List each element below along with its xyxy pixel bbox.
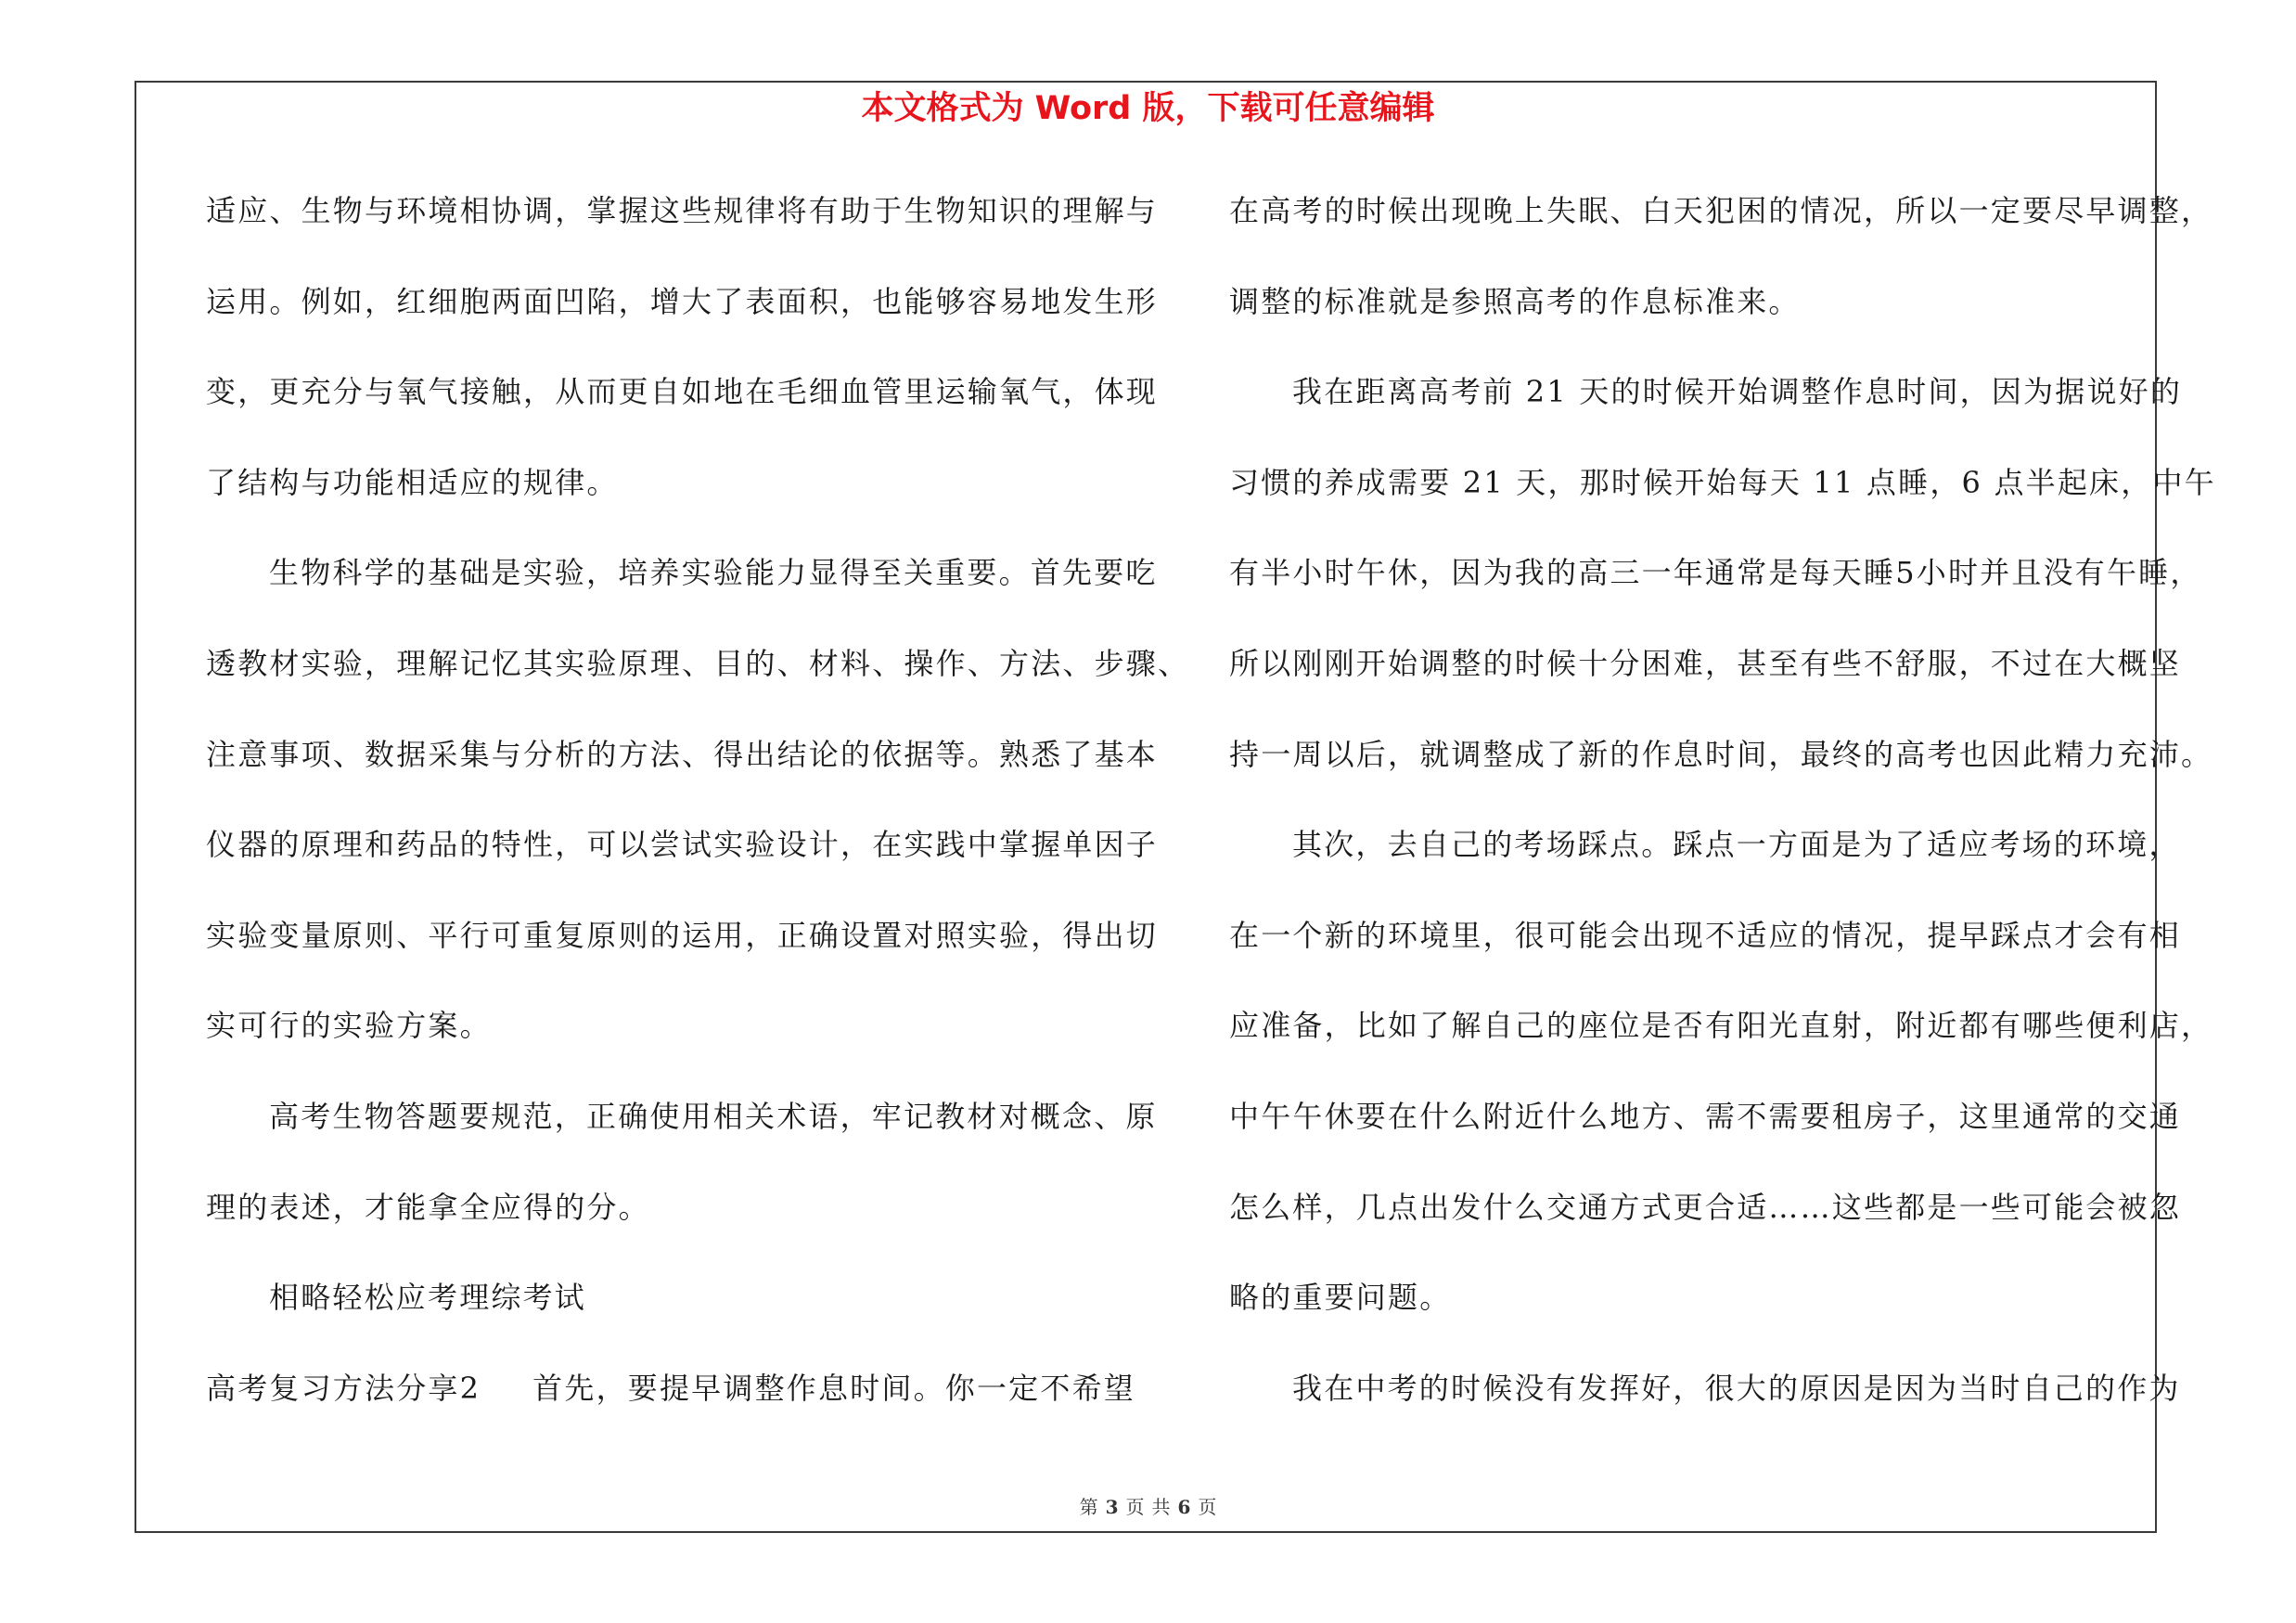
text-line: 运用。例如，红细胞两面凹陷，增大了表面积，也能够容易地发生形 xyxy=(206,283,1159,319)
text-line: 了结构与功能相适应的规律。 xyxy=(206,464,619,500)
text-line: 实可行的实验方案。 xyxy=(206,1008,492,1044)
text-line: 中午午休要在什么附近什么地方、需不需要租房子，这里通常的交通 xyxy=(1229,1098,2182,1134)
text-line: 调整的标准就是参照高考的作息标准来。 xyxy=(1229,283,1801,319)
section-subheading: 相略轻松应考理综考试 xyxy=(269,1280,587,1316)
text-fragment: 首先，要提早调整作息时间。你一定不希望 xyxy=(532,1370,1135,1406)
left-column xyxy=(206,178,1190,1446)
text-line: 透教材实验，理解记忆其实验原理、目的、材料、操作、方法、步骤、 xyxy=(206,645,1190,681)
text-line: 所以刚刚开始调整的时候十分困难，甚至有些不舒服，不过在大概坚 xyxy=(1229,645,2182,681)
text-line: 在高考的时候出现晚上失眠、白天犯困的情况，所以一定要尽早调整， xyxy=(1229,193,2213,228)
right-column xyxy=(1229,178,2216,1446)
page-footer xyxy=(0,1492,2296,1519)
text-line: 我在中考的时候没有发挥好，很大的原因是因为当时自己的作为 xyxy=(1292,1370,2181,1406)
text-line: 应准备，比如了解自己的座位是否有阳光直射，附近都有哪些便利店， xyxy=(1229,1008,2213,1044)
footer-page-unit: 页 xyxy=(1125,1496,1145,1518)
text-line: 实验变量原则、平行可重复原则的运用，正确设置对照实验，得出切 xyxy=(206,917,1159,953)
footer-page-number: 3 xyxy=(1105,1496,1119,1518)
footer-total-number: 6 xyxy=(1177,1496,1191,1518)
text-line: 略的重要问题。 xyxy=(1229,1280,1452,1316)
text-line: 习惯的养成需要 21 天，那时候开始每天 11 点睡，6 点半起床，中午 xyxy=(1229,464,2216,500)
footer-total-label: 共 xyxy=(1151,1496,1171,1518)
text-line: 我在距离高考前 21 天的时候开始调整作息时间，因为据说好的 xyxy=(1292,374,2183,410)
text-line: 注意事项、数据采集与分析的方法、得出结论的依据等。熟悉了基本 xyxy=(206,736,1159,772)
text-line: 生物科学的基础是实验，培养实验能力显得至关重要。首先要吃 xyxy=(269,555,1158,591)
page-banner: 本文格式为 Word 版，下载可任意编辑 xyxy=(861,90,1435,127)
text-line: 其次，去自己的考场踩点。踩点一方面是为了适应考场的环境， xyxy=(1292,827,2181,863)
text-line xyxy=(206,1356,1135,1447)
text-line: 变，更充分与氧气接触，从而更自如地在毛细血管里运输氧气，体现 xyxy=(206,374,1159,410)
footer-page-label: 第 xyxy=(1079,1496,1098,1518)
text-line: 仪器的原理和药品的特性，可以尝试实验设计，在实践中掌握单因子 xyxy=(206,827,1159,863)
text-line: 适应、生物与环境相协调，掌握这些规律将有助于生物知识的理解与 xyxy=(206,193,1159,228)
footer-total-unit: 页 xyxy=(1198,1496,1217,1518)
text-line: 持一周以后，就调整成了新的作息时间，最终的高考也因此精力充沛。 xyxy=(1229,736,2213,772)
section-heading: 高考复习方法分享2 xyxy=(206,1370,481,1406)
text-line: 高考生物答题要规范，正确使用相关术语，牢记教材对概念、原 xyxy=(269,1098,1158,1134)
text-line: 理的表述，才能拿全应得的分。 xyxy=(206,1189,650,1225)
text-line: 怎么样，几点出发什么交通方式更合适……这些都是一些可能会被忽 xyxy=(1229,1189,2182,1225)
text-line: 在一个新的环境里，很可能会出现不适应的情况，提早踩点才会有相 xyxy=(1229,917,2182,953)
text-line: 有半小时午休，因为我的高三一年通常是每天睡5小时并且没有午睡， xyxy=(1229,555,2202,591)
